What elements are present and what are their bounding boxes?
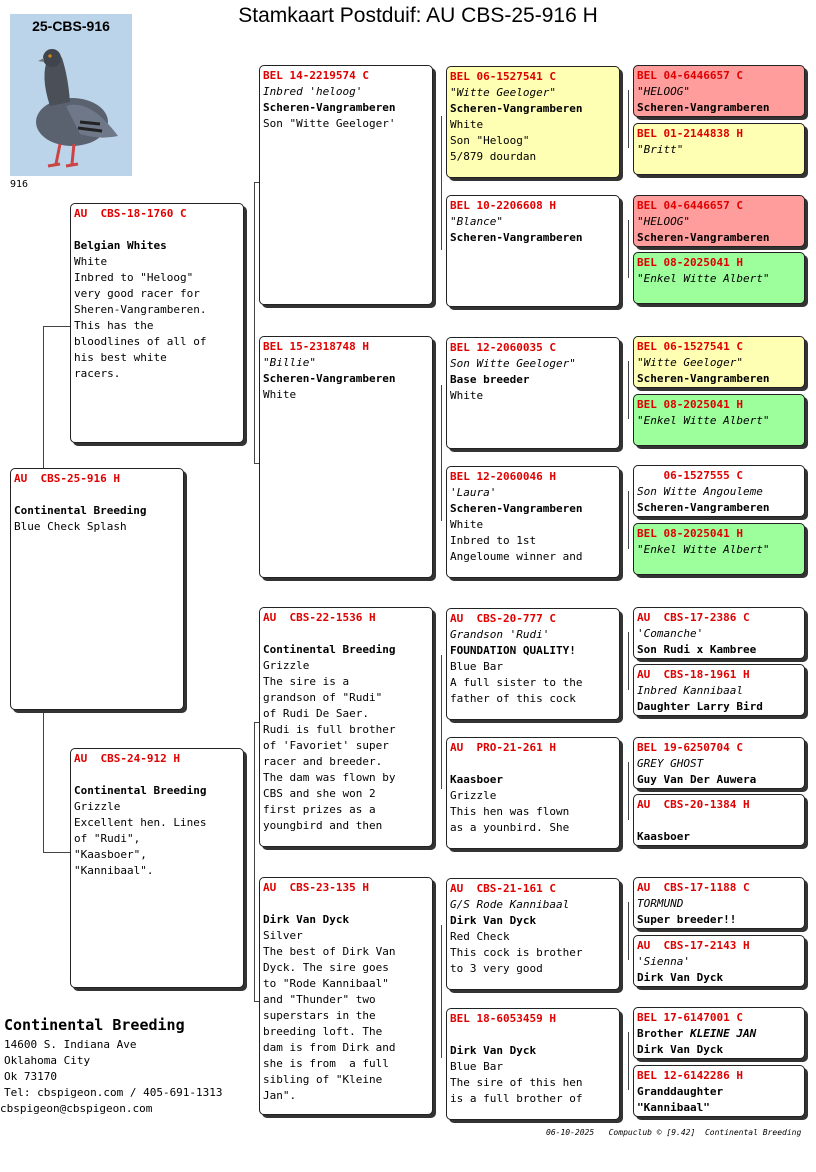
detail-line: Jan". xyxy=(263,1089,297,1102)
connector-line xyxy=(43,852,70,853)
detail-line: his best white xyxy=(74,351,167,364)
pigeon-name: Son Witte Angouleme xyxy=(637,485,763,498)
detail-line: youngbird and then xyxy=(263,819,383,832)
ring-number: BEL 10-2206608 H xyxy=(450,199,556,212)
ring-number: BEL 06-1527541 C xyxy=(450,70,556,83)
pigeon-card-gen4-12[interactable] xyxy=(633,794,805,846)
strain: Daughter Larry Bird xyxy=(637,700,763,713)
footer-text: 06-10-2025 Compuclub © [9.42] Continental Breeding xyxy=(546,1128,802,1137)
ring-number: AU CBS-25-916 H xyxy=(14,472,120,485)
connector-line xyxy=(628,361,629,419)
pigeon-name: TORMUND xyxy=(637,897,684,910)
detail-line: Grizzle xyxy=(263,659,310,672)
pigeon-name: "HELOOG" xyxy=(637,85,690,98)
owner-address-line: 14600 S. Indiana Ave xyxy=(4,1038,137,1051)
strain: Continental Breeding xyxy=(263,643,396,656)
pigeon-card-gen4-9[interactable] xyxy=(633,607,805,659)
pigeon-card-gen4-16[interactable] xyxy=(633,1065,805,1117)
connector-line xyxy=(441,116,442,250)
connector-line xyxy=(43,710,44,853)
detail-line: A full sister to the xyxy=(450,676,583,689)
pigeon-card-gen4-5[interactable] xyxy=(633,336,805,388)
pigeon-name: Inbred 'heloog' xyxy=(263,85,363,98)
pigeon-name: Inbred Kannibaal xyxy=(637,684,743,697)
pigeon-card-gen3-2[interactable] xyxy=(446,195,620,307)
pigeon-name: "Billie" xyxy=(263,356,316,369)
pigeon-name: Grandson 'Rudi' xyxy=(450,628,550,641)
ring-number: AU CBS-20-1384 H xyxy=(637,798,750,811)
pigeon-name: "Witte Geeloger" xyxy=(450,86,556,99)
detail-line: to 3 very good xyxy=(450,962,543,975)
detail-line: very good racer for xyxy=(74,287,200,300)
ring-number: AU CBS-20-777 C xyxy=(450,612,556,625)
ring-number: BEL 04-6446657 C xyxy=(637,199,743,212)
detail-line: Son "Witte Geeloger' xyxy=(263,117,396,130)
pigeon-name: GREY GHOST xyxy=(637,757,704,770)
ring-number: BEL 04-6446657 C xyxy=(637,69,743,82)
pigeon-card-sire-dam[interactable] xyxy=(259,336,433,578)
detail-line: Blue Bar xyxy=(450,660,503,673)
photo-caption: 916 xyxy=(10,179,29,190)
connector-line xyxy=(628,220,629,278)
ring-number: AU CBS-24-912 H xyxy=(74,752,180,765)
detail-line: White xyxy=(450,118,484,131)
pigeon-name: 'Laura' xyxy=(450,486,497,499)
ring-number: BEL 14-2219574 C xyxy=(263,69,369,82)
detail-line: dam is from Dirk and xyxy=(263,1041,396,1054)
detail-line: Angeloume winner and xyxy=(450,550,583,563)
strain: Continental Breeding xyxy=(14,504,147,517)
detail-line: father of this cock xyxy=(450,692,576,705)
detail-line: Grizzle xyxy=(450,789,497,802)
ring-number: AU CBS-23-135 H xyxy=(263,881,369,894)
ring-number: AU CBS-17-2386 C xyxy=(637,611,750,624)
ring-number: BEL 01-2144838 H xyxy=(637,127,743,140)
detail-line: Blue Check Splash xyxy=(14,520,127,533)
pigeon-card-gen4-14[interactable] xyxy=(633,935,805,987)
connector-line xyxy=(441,925,442,1058)
detail-line: CBS and she won 2 xyxy=(263,787,376,800)
detail-line: White xyxy=(450,518,484,531)
detail-line: of 'Favoriet' super xyxy=(263,739,389,752)
connector-line xyxy=(254,182,255,464)
detail-line: grandson of "Rudi" xyxy=(263,691,383,704)
strain: Belgian Whites xyxy=(74,239,167,252)
strain: Dirk Van Dyck xyxy=(450,914,537,927)
connector-line xyxy=(254,722,255,1002)
pigeon-name: "Witte Geeloger" xyxy=(637,356,743,369)
strain: Scheren-Vangramberen xyxy=(263,101,396,114)
detail-line: The best of Dirk Van xyxy=(263,945,396,958)
pigeon-name: "HELOOG" xyxy=(637,215,690,228)
pigeon-card-gen4-6[interactable] xyxy=(633,394,805,446)
detail-line: racer and breeder. xyxy=(263,755,383,768)
ring-number: BEL 12-2060046 H xyxy=(450,470,556,483)
strain: Scheren-Vangramberen xyxy=(450,231,583,244)
photo-code-label: 25-CBS-916 xyxy=(32,18,110,34)
detail-line: Red Check xyxy=(450,930,510,943)
connector-line xyxy=(441,385,442,521)
detail-line: White xyxy=(450,389,484,402)
owner-name: Continental Breeding xyxy=(4,1016,185,1034)
ring-number: BEL 15-2318748 H xyxy=(263,340,369,353)
detail-line: The sire of this hen xyxy=(450,1076,583,1089)
pigeon-card-gen4-11[interactable] xyxy=(633,737,805,789)
strain: Son Rudi x Kambree xyxy=(637,643,757,656)
connector-line xyxy=(43,326,70,327)
pigeon-card-gen4-2[interactable] xyxy=(633,123,805,175)
detail-line: The sire is a xyxy=(263,675,350,688)
ring-number: BEL 08-2025041 H xyxy=(637,256,743,269)
detail-line: first prizes as a xyxy=(263,803,376,816)
strain: Scheren-Vangramberen xyxy=(637,231,770,244)
strain: Kaasboer xyxy=(450,773,503,786)
pigeon-name: Son Witte Geeloger" xyxy=(450,357,576,370)
strain: Scheren-Vangramberen xyxy=(450,502,583,515)
detail-line: as a younbird. She xyxy=(450,821,570,834)
pigeon-card-dam-dam[interactable] xyxy=(259,877,433,1115)
page-title: Stamkaart Postduif: AU CBS-25-916 H xyxy=(238,4,598,27)
ring-number: AU PRO-21-261 H xyxy=(450,741,556,754)
strain: Scheren-Vangramberen xyxy=(263,372,396,385)
detail-line: of "Rudi", xyxy=(74,832,141,845)
pigeon-card-gen3-7[interactable] xyxy=(446,878,620,990)
pigeon-card-gen4-1[interactable] xyxy=(633,65,805,117)
strain: Dirk Van Dyck xyxy=(450,1044,537,1057)
pigeon-card-gen4-3[interactable] xyxy=(633,195,805,247)
ring-number: AU CBS-18-1961 H xyxy=(637,668,750,681)
detail-line: superstars in the xyxy=(263,1009,376,1022)
detail-line: "Kaasboer", xyxy=(74,848,147,861)
pigeon-card-gen4-13[interactable] xyxy=(633,877,805,929)
strain: Dirk Van Dyck xyxy=(263,913,350,926)
pigeon-card-gen3-8[interactable] xyxy=(446,1008,620,1120)
detail-line: This hen was flown xyxy=(450,805,570,818)
strain: Super breeder!! xyxy=(637,913,737,926)
connector-line xyxy=(628,491,629,549)
ring-number: BEL 12-2060035 C xyxy=(450,341,556,354)
strain: FOUNDATION QUALITY! xyxy=(450,644,576,657)
owner-email: cbspigeon@cbspigeon.com xyxy=(0,1102,153,1115)
strain: Kaasboer xyxy=(637,830,690,843)
detail-line: "Kannibaal". xyxy=(74,864,154,877)
ring-number: BEL 12-6142286 H xyxy=(637,1069,743,1082)
detail-line: Grizzle xyxy=(74,800,121,813)
strain: Guy Van Der Auwera xyxy=(637,773,757,786)
pigeon-card-dam[interactable] xyxy=(70,748,244,988)
pigeon-card-gen3-4[interactable] xyxy=(446,466,620,578)
ring-number: BEL 08-2025041 H xyxy=(637,527,743,540)
owner-block xyxy=(0,1016,223,1117)
detail-line: The dam was flown by xyxy=(263,771,396,784)
ring-number: AU CBS-18-1760 C xyxy=(74,207,187,220)
pigeon-name: "Enkel Witte Albert" xyxy=(637,414,770,427)
detail-line: White xyxy=(263,388,297,401)
connector-line xyxy=(628,902,629,960)
strain: Scheren-Vangramberen xyxy=(637,372,770,385)
owner-contact: Tel: cbspigeon.com / 405-691-1313 xyxy=(4,1086,223,1099)
ring-number: AU CBS-21-161 C xyxy=(450,882,556,895)
pigeon-card-gen4-4[interactable] xyxy=(633,252,805,304)
detail-line: to "Rode Kannibaal" xyxy=(263,977,389,990)
detail-line: Rudi is full brother xyxy=(263,723,396,736)
pigeon-card-gen3-5[interactable] xyxy=(446,608,620,720)
pigeon-card-gen4-15[interactable] xyxy=(633,1007,805,1059)
pigeon-name: Granddaughter xyxy=(637,1085,724,1098)
pigeon-name: 'Comanche' xyxy=(637,627,704,640)
ring-number: BEL 08-2025041 H xyxy=(637,398,743,411)
owner-address-line: Ok 73170 xyxy=(4,1070,57,1083)
detail-line: is a full brother of xyxy=(450,1092,583,1105)
detail-line: Blue Bar xyxy=(450,1060,503,1073)
strain: Scheren-Vangramberen xyxy=(637,501,770,514)
connector-line xyxy=(43,326,44,468)
connector-line xyxy=(628,762,629,820)
strain: Dirk Van Dyck xyxy=(637,1043,724,1056)
connector-line xyxy=(628,632,629,690)
detail-line: Inbred to 1st xyxy=(450,534,537,547)
detail-line: racers. xyxy=(74,367,121,380)
ring-number: AU CBS-17-2143 H xyxy=(637,939,750,952)
pigeon-name: G/S Rode Kannibaal xyxy=(450,898,570,911)
strain: Continental Breeding xyxy=(74,784,207,797)
detail-line: 5/879 dourdan xyxy=(450,150,537,163)
pigeon-card-gen4-10[interactable] xyxy=(633,664,805,716)
pigeon-name: "Blance" xyxy=(450,215,503,228)
detail-line: Sheren-Vangramberen. xyxy=(74,303,207,316)
pigeon-card-sire[interactable] xyxy=(70,203,244,443)
owner-address-line: Oklahoma City xyxy=(4,1054,91,1067)
strain: "Kannibaal" xyxy=(637,1101,710,1114)
pigeon-card-dam-sire[interactable] xyxy=(259,607,433,847)
pigeon-photo xyxy=(10,14,132,176)
strain: Base breeder xyxy=(450,373,530,386)
ring-number: AU CBS-22-1536 H xyxy=(263,611,376,624)
name-prefix: Brother xyxy=(637,1027,690,1040)
detail-line: Silver xyxy=(263,929,303,942)
connector-line xyxy=(628,1032,629,1090)
pigeon-name: "Enkel Witte Albert" xyxy=(637,543,770,556)
ring-number: 06-1527555 C xyxy=(637,469,743,482)
pigeon-card-gen3-1[interactable] xyxy=(446,66,620,178)
detail-line: This cock is brother xyxy=(450,946,583,959)
pigeon-card-gen4-7[interactable] xyxy=(633,465,805,517)
detail-line: and "Thunder" two xyxy=(263,993,376,1006)
connector-line xyxy=(628,90,629,148)
pigeon-card-gen4-8[interactable] xyxy=(633,523,805,575)
pigeon-icon xyxy=(10,36,132,176)
pigeon-card-sire-sire[interactable] xyxy=(259,65,433,305)
pigeon-card-gen3-3[interactable] xyxy=(446,337,620,449)
detail-line: she is from a full xyxy=(263,1057,389,1070)
detail-line: This has the xyxy=(74,319,154,332)
ring-number: BEL 18-6053459 H xyxy=(450,1012,556,1025)
ring-number: BEL 17-6147001 C xyxy=(637,1011,743,1024)
strain: Scheren-Vangramberen xyxy=(450,102,583,115)
connector-line xyxy=(441,655,442,789)
detail-line: of Rudi De Saer. xyxy=(263,707,369,720)
pigeon-name: "Enkel Witte Albert" xyxy=(637,272,770,285)
detail-line: breeding loft. The xyxy=(263,1025,383,1038)
strain: Dirk Van Dyck xyxy=(637,971,724,984)
pigeon-name-line xyxy=(637,1026,801,1042)
pigeon-card-subject[interactable] xyxy=(10,468,184,710)
detail-line: Dyck. The sire goes xyxy=(263,961,389,974)
pigeon-name: KLEINE JAN xyxy=(689,1027,757,1040)
detail-line: White xyxy=(74,255,108,268)
pigeon-name: "Britt" xyxy=(637,143,684,156)
ring-number: BEL 19-6250704 C xyxy=(637,741,743,754)
detail-line: Son "Heloog" xyxy=(450,134,530,147)
ring-number: BEL 06-1527541 C xyxy=(637,340,743,353)
detail-line: Inbred to "Heloog" xyxy=(74,271,194,284)
detail-line: bloodlines of all of xyxy=(74,335,207,348)
strain: Scheren-Vangramberen xyxy=(637,101,770,114)
pigeon-card-gen3-6[interactable] xyxy=(446,737,620,849)
detail-line: sibling of "Kleine xyxy=(263,1073,383,1086)
ring-number: AU CBS-17-1188 C xyxy=(637,881,750,894)
detail-line: Excellent hen. Lines xyxy=(74,816,207,829)
pigeon-name: 'Sienna' xyxy=(637,955,690,968)
